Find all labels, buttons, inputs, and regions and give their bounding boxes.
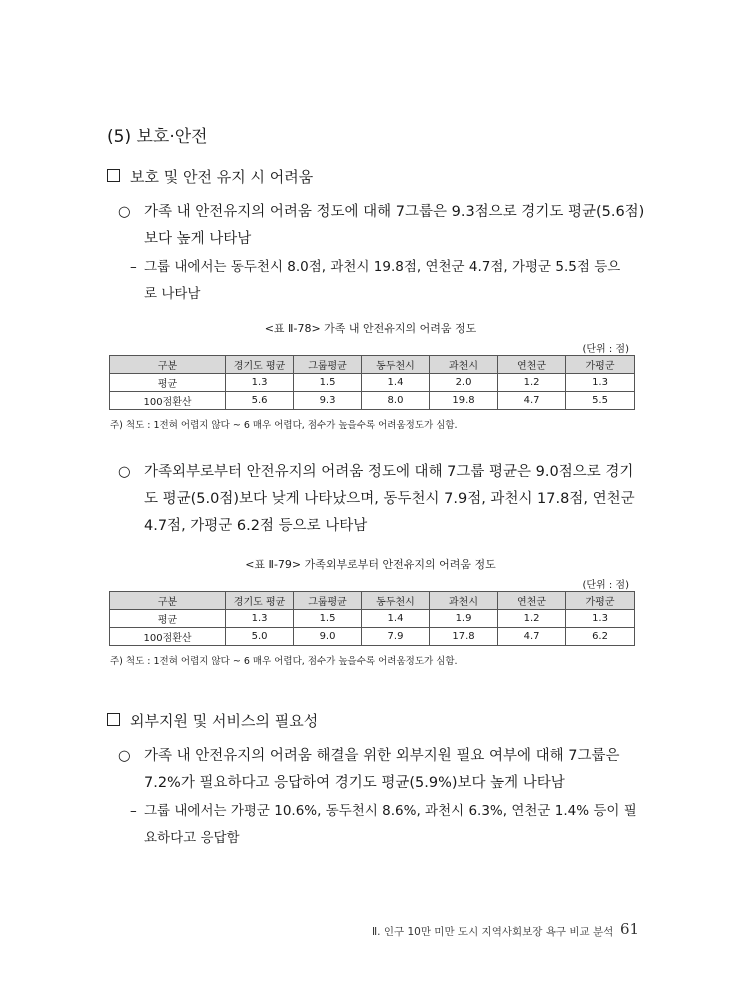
table-header-row [110,592,635,610]
table-cell: 9.0 [294,628,362,646]
paragraph-line: 요하다고 응답함 [144,830,240,846]
paragraph-line: 보다 높게 나타남 [144,231,252,247]
paragraph-3 [118,459,640,540]
table-cell: 1.3 [566,610,635,628]
page-footer: Ⅱ. 인구 10만 미만 도시 지역사회보장 욕구 비교 분석 [372,926,614,938]
table-cell: 1.3 [226,374,294,392]
table-cell: 6.2 [566,628,635,646]
circle-bullet-icon: ○ [118,464,131,480]
table-cell: 5.0 [226,628,294,646]
table-header-cell: 구분 [110,356,226,374]
paragraph-line: 가족 내 안전유지의 어려움 해결을 위한 외부지원 필요 여부에 대해 7그룹은 [144,748,620,764]
table-cell: 5.6 [226,392,294,410]
table1-note: 주) 척도 : 1전혀 어렵지 않다 ~ 6 매우 어렵다, 점수가 높을수록 어려움정도가 심함. [110,420,458,431]
table-cell: 평균 [110,610,226,628]
paragraph-5 [130,798,640,852]
table-header-cell: 그룹평균 [294,356,362,374]
table-cell: 1.9 [429,610,497,628]
paragraph-2 [130,254,640,308]
paragraph-line: 도 평균(5.0점)보다 낮게 나타났으며, 동두천시 7.9점, 과천시 17.8점, 연천군 [144,491,635,507]
table-header-cell: 과천시 [429,356,497,374]
table-cell: 1.5 [294,610,362,628]
table-row [110,374,635,392]
table2-unit: (단위 : 점) [582,580,629,591]
paragraph-line: 가족 내 안전유지의 어려움 정도에 대해 7그룹은 9.3점으로 경기도 평균(5.6점) [144,204,645,220]
heading-text: 외부지원 및 서비스의 필요성 [130,712,319,730]
table-header-cell: 가평군 [566,592,635,610]
circle-bullet-icon: ○ [118,748,131,764]
table-row [110,628,635,646]
dash-bullet-icon: – [130,259,137,275]
table2 [109,591,635,646]
section-title: (5) 보호·안전 [107,127,208,147]
paragraph-line: 그룹 내에서는 가평군 10.6%, 동두천시 8.6%, 과천시 6.3%, 연천군 1.4% 등이 필 [144,803,637,819]
circle-bullet-icon: ○ [118,204,131,220]
table-cell: 1.3 [226,610,294,628]
paragraph-line: 가족외부로부터 안전유지의 어려움 정도에 대해 7그룹 평균은 9.0점으로 경기 [144,464,634,480]
table-header-cell: 경기도 평균 [226,592,294,610]
table-cell: 19.8 [429,392,497,410]
table-cell: 1.5 [294,374,362,392]
table-cell: 17.8 [429,628,497,646]
table-cell: 4.7 [498,392,566,410]
table-header-cell: 경기도 평균 [226,356,294,374]
table-cell: 100점환산 [110,628,226,646]
table-header-cell: 연천군 [498,356,566,374]
heading-external-support [107,710,318,731]
table-header-row [110,356,635,374]
table-header-cell: 동두천시 [362,592,430,610]
table-cell: 4.7 [498,628,566,646]
paragraph-line: 4.7점, 가평군 6.2점 등으로 나타남 [144,518,368,534]
table-row [110,392,635,410]
paragraph-1 [118,199,645,253]
table-header-cell: 동두천시 [362,356,430,374]
table-cell: 1.2 [498,610,566,628]
table-cell: 8.0 [362,392,430,410]
table-header-cell: 그룹평균 [294,592,362,610]
table-cell: 9.3 [294,392,362,410]
page-number: 61 [620,920,640,938]
table1 [109,355,635,410]
table-header-cell: 연천군 [498,592,566,610]
paragraph-line: 7.2%가 필요하다고 응답하여 경기도 평균(5.9%)보다 높게 나타남 [144,775,565,791]
table1-unit: (단위 : 점) [582,344,629,355]
table-cell: 1.2 [498,374,566,392]
table-header-cell: 구분 [110,592,226,610]
table-header-cell: 과천시 [429,592,497,610]
table-cell: 1.3 [566,374,635,392]
table2-caption: <표 Ⅱ-79> 가족외부로부터 안전유지의 어려움 정도 [245,558,496,571]
dash-bullet-icon: – [130,803,137,819]
table2-note: 주) 척도 : 1전혀 어렵지 않다 ~ 6 매우 어렵다, 점수가 높을수록 어려움정도가 심함. [110,656,458,667]
table-header-cell: 가평군 [566,356,635,374]
checkbox-square-icon [107,713,120,726]
table-cell: 100점환산 [110,392,226,410]
table1-caption: <표 Ⅱ-78> 가족 내 안전유지의 어려움 정도 [264,322,477,335]
paragraph-line: 로 나타남 [144,286,201,302]
checkbox-square-icon [107,169,120,182]
table-cell: 2.0 [429,374,497,392]
table-cell: 1.4 [362,610,430,628]
table-cell: 평균 [110,374,226,392]
table-cell: 5.5 [566,392,635,410]
table-row [110,610,635,628]
table-cell: 7.9 [362,628,430,646]
heading-protection-safety [107,166,313,187]
paragraph-4 [118,743,640,797]
paragraph-line: 그룹 내에서는 동두천시 8.0점, 과천시 19.8점, 연천군 4.7점, 가평군 5.5점 등으 [144,259,621,275]
heading-text: 보호 및 안전 유지 시 어려움 [130,168,314,186]
table-cell: 1.4 [362,374,430,392]
